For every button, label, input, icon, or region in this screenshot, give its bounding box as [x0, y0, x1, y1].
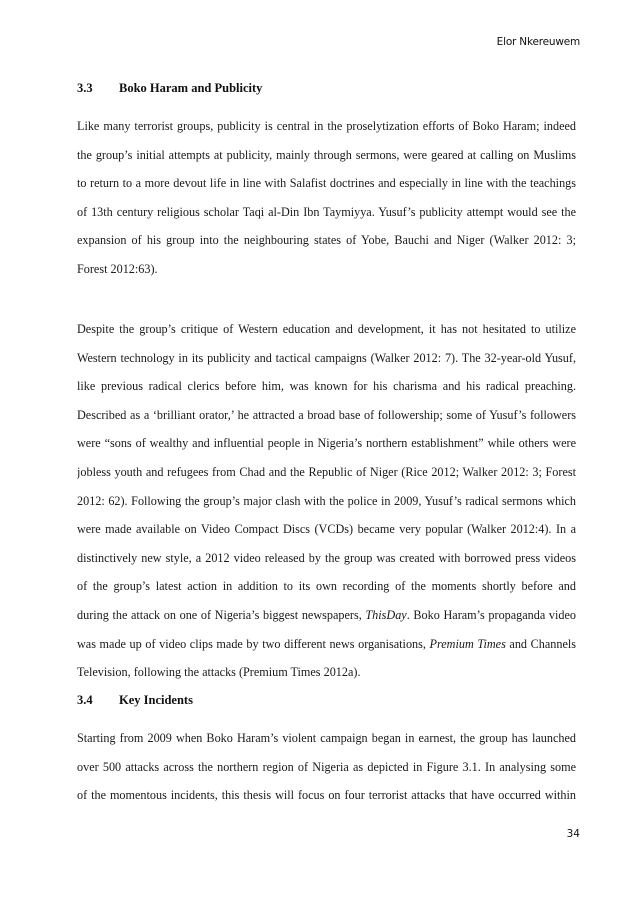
paragraph-line	[77, 601, 576, 630]
text-run: . Boko Haram’s propaganda video	[406, 607, 576, 622]
paragraph-line: over 500 attacks across the northern region of Nigeria as depicted in Figure 3.1. In analysing some	[77, 759, 576, 774]
paragraph-line: Despite the group’s critique of Western education and development, it has not hesitated to utilize	[77, 322, 576, 336]
text-run: and Channels	[505, 636, 576, 651]
section-heading-3-4	[77, 693, 193, 708]
paragraph-line: of the momentous incidents, this thesis will focus on four terrorist attacks that have occurred within	[77, 788, 576, 803]
text-run: during the attack on one of Nigeria’s biggest newspapers,	[77, 607, 366, 622]
paragraph-line: Starting from 2009 when Boko Haram’s violent campaign began in earnest, the group has launched	[77, 731, 576, 745]
paragraph-key-incidents	[77, 724, 576, 810]
paragraph-line: 2012: 62). Following the group’s major clash with the police in 2009, Yusuf’s radical sermons which	[77, 493, 576, 508]
paragraph-line: to return to a more devout life in line with Salafist doctrines and especially in line with the teachings	[77, 176, 576, 191]
page-number: 34	[566, 828, 580, 840]
paragraph-line: jobless youth and refugees from Chad and the Republic of Niger (Rice 2012; Walker 2012: 3; Forest	[77, 464, 576, 479]
paragraph-line: expansion of his group into the neighbouring states of Yobe, Bauchi and Niger (Walker 2012: 3;	[77, 233, 576, 248]
section-title: Boko Haram and Publicity	[119, 81, 263, 95]
newspaper-title: ThisDay	[365, 607, 407, 622]
running-header-author: Elor Nkereuwem	[496, 36, 580, 48]
section-number: 3.4	[77, 693, 93, 707]
paragraph-line: Like many terrorist groups, publicity is central in the proselytization efforts of Boko Haram; indeed	[77, 119, 576, 133]
paragraph-line: Television, following the attacks (Premium Times 2012a).	[77, 665, 361, 680]
paragraph-publicity-intro	[77, 112, 576, 284]
paragraph-line: the group’s initial attempts at publicity, mainly through sermons, were geared at calling on Muslims	[77, 147, 576, 162]
paragraph-line: were “sons of wealthy and influential people in Nigeria’s northern establishment” while others were	[77, 436, 576, 451]
paragraph-line: of 13th century religious scholar Taqi al-Din Ibn Taymiyya. Yusuf’s publicity attempt would see the	[77, 204, 576, 219]
paragraph-line: Forest 2012:63).	[77, 261, 158, 276]
paragraph-line: of the group’s latest action in addition to its own recording of the moments shortly before and	[77, 579, 576, 594]
section-number: 3.3	[77, 81, 93, 95]
text-run: was made up of video clips made by two different news organisations,	[77, 636, 430, 651]
paragraph-line: like previous radical clerics before him, was known for his charisma and his radical preaching.	[77, 379, 576, 394]
paragraph-line: were made available on Video Compact Discs (VCDs) became very popular (Walker 2012:4). In a	[77, 522, 576, 537]
paragraph-line: Western technology in its publicity and tactical campaigns (Walker 2012: 7). The 32-year-old Yusuf,	[77, 350, 576, 365]
section-title: Key Incidents	[119, 693, 193, 707]
paragraph-line: distinctively new style, a 2012 video released by the group was created with borrowed press videos	[77, 550, 576, 565]
paragraph-line	[77, 630, 576, 659]
paragraph-line: Described as a ‘brilliant orator,’ he attracted a broad base of followership; some of Yusuf’s followers	[77, 407, 576, 422]
news-organisation-name: Premium Times	[429, 636, 506, 651]
section-heading-3-3	[77, 81, 262, 96]
paragraph-western-technology	[77, 315, 576, 687]
